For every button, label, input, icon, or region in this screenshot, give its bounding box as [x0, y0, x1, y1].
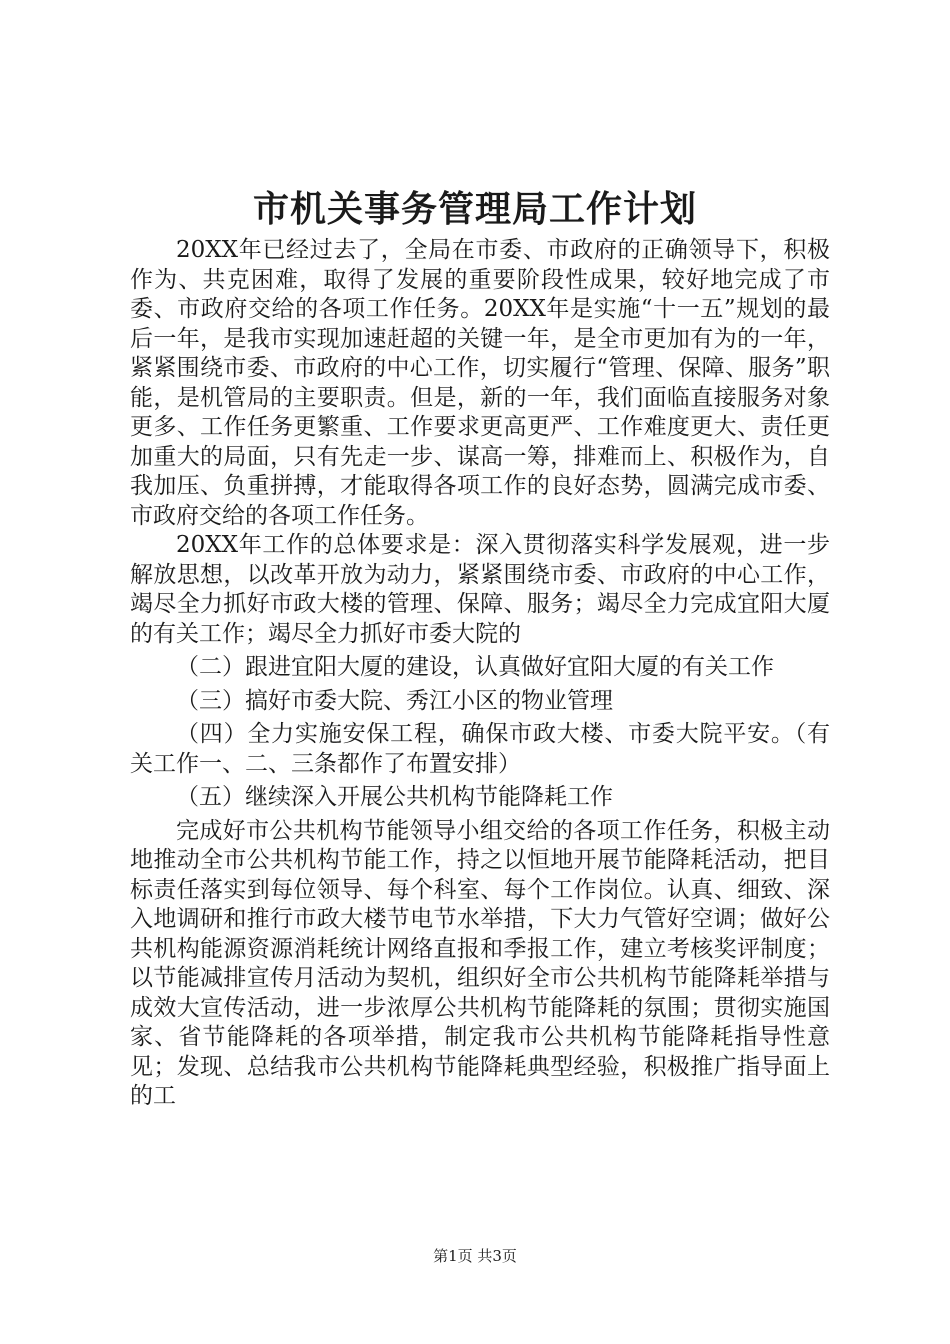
- paragraph-item-2: （二）跟进宜阳大厦的建设，认真做好宜阳大厦的有关工作: [176, 654, 774, 680]
- paragraph-item-3: （三）搞好市委大院、秀江小区的物业管理: [176, 687, 613, 714]
- paragraph-intro: 20XX年已经过去了，全局在市委、市政府的正确领导下，积极作为、共克困难，取得了发展的重要阶段性成果，较好地完成了市委、市政府交给的各项工作任务。20XX年是实施“十一五”规划的最后一年，是我市实现加速赶超的关键一年，是全市更加有为的一年，紧紧围绕市委、市政府的中心工作，切实履行“管理、保障、服务”职能，是机管局的主要职责。但是，新的一年，我们面临直接服务对象更多、工作任务更繁重、工作要求更高更严、工作难度更大、责任更加重大的局面，只有先走一步、谋高一筹，排难而上、积极作为，自我加压、负重拼搏，才能取得各项工作的良好态势，圆满完成市委、市政府交给的各项工作任务。: [130, 237, 830, 529]
- paragraph-item-5: （五）继续深入开展公共机构节能降耗工作: [176, 784, 613, 810]
- paragraph-item-4: （四）全力实施安保工程，确保市政大楼、市委大院平安。（有关工作一、二、三条都作了布置安排）: [130, 721, 830, 777]
- paragraph-energy-saving: 完成好市公共机构节能领导小组交给的各项工作任务，积极主动地推动全市公共机构节能工作，持之以恒地开展节能降耗活动，把目标责任落实到每位领导、每个科室、每个工作岗位。认真、细致、深入地调研和推行市政大楼节电节水举措，下大力气管好空调；做好公共机构能源资源消耗统计网络直报和季报工作，建立考核奖评制度；以节能减排宣传月活动为契机，组织好全市公共机构节能降耗举措与成效大宣传活动，进一步浓厚公共机构节能降耗的氛围；贯彻实施国家、省节能降耗的各项举措，制定我市公共机构节能降耗指导性意见；发现、总结我市公共机构节能降耗典型经验，积极推广指导面上的工: [130, 817, 830, 1109]
- page-number-footer: 第1页 共3页: [433, 1247, 517, 1265]
- paragraph-overall-requirements: 20XX年工作的总体要求是：深入贯彻落实科学发展观，进一步解放思想，以改革开放为动力，紧紧围绕市委、市政府的中心工作，竭尽全力抓好市政大楼的管理、保障、服务；竭尽全力完成宜阳大厦的有关工作；竭尽全力抓好市委大院的: [130, 532, 830, 647]
- document-body: [130, 236, 830, 1112]
- document-title: 市机关事务管理局工作计划: [252, 188, 697, 230]
